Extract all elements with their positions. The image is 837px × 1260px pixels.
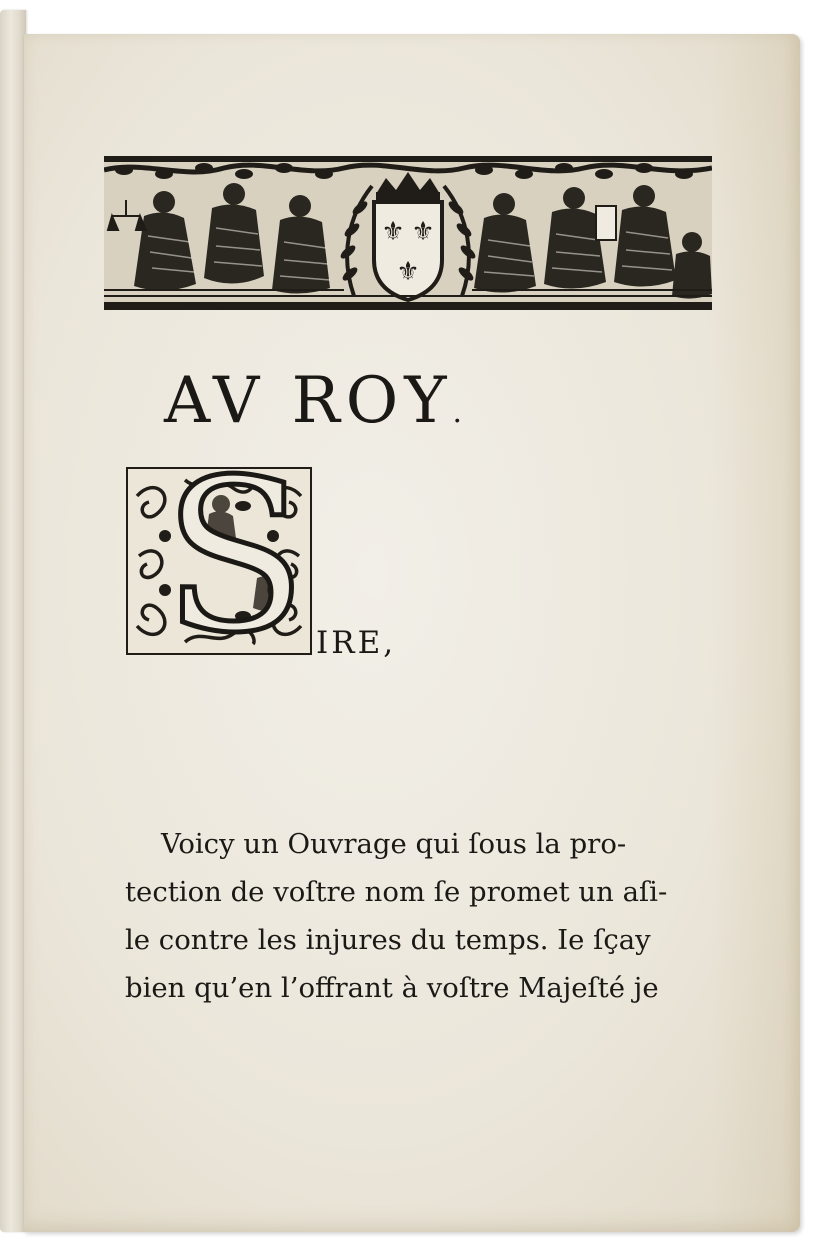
- book-page: [24, 34, 800, 1232]
- svg-text:⚜: ⚜: [396, 257, 420, 287]
- decorated-initial: [125, 434, 313, 679]
- title-stop: .: [452, 395, 469, 430]
- salutation: IRE,: [316, 625, 397, 661]
- page-edge-stain: [710, 34, 800, 1232]
- text-line: Voicy un Ouvrage qui ſous la pro-: [161, 828, 627, 860]
- title-text: AV ROY: [164, 364, 453, 438]
- headpiece-ornament: [104, 156, 712, 310]
- svg-text:⚜: ⚜: [411, 217, 435, 247]
- dedication-text: [125, 820, 685, 1012]
- previous-page-edge: [0, 10, 26, 1232]
- text-line: tection de voſtre nom ſe promet un aſi-: [125, 876, 668, 908]
- text-line: bien qu’en l’offrant à voſtre Majeſté je: [125, 972, 659, 1004]
- svg-text:⚜: ⚜: [381, 217, 405, 247]
- headpiece-engraving-icon: [104, 156, 712, 310]
- page-title: [164, 364, 664, 438]
- text-line: le contre les injures du temps. Ie ſçay: [125, 924, 651, 956]
- drop-cap-letter: S: [163, 434, 307, 679]
